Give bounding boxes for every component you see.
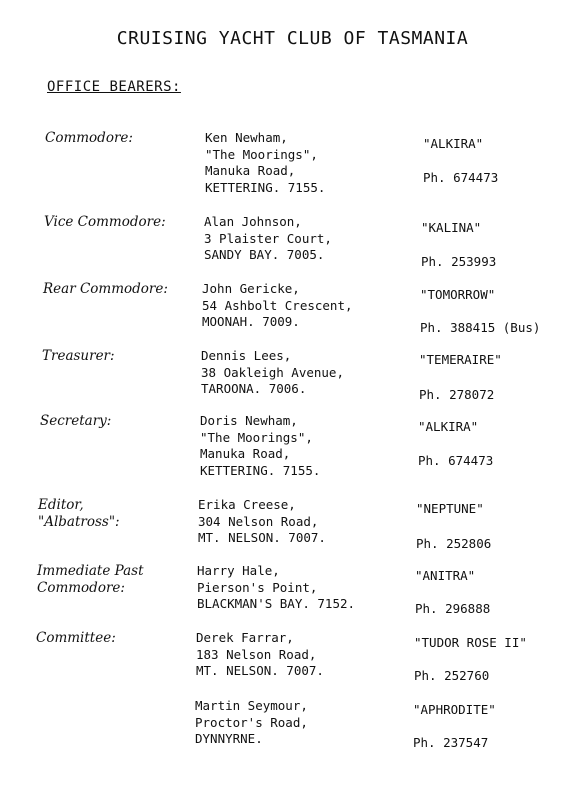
- address-line: 304 Nelson Road,: [198, 513, 319, 529]
- address-line: John Gericke,: [202, 281, 300, 296]
- address-line: Derek Farrar,: [196, 630, 294, 645]
- yacht-name: "TUDOR ROSE II": [414, 635, 527, 650]
- address-line: Proctor's Road,: [195, 714, 308, 730]
- address-line: MT. NELSON. 7007.: [196, 663, 324, 678]
- member-address: [202, 281, 353, 331]
- address-line: Alan Johnson,: [204, 214, 302, 229]
- address-line: KETTERING. 7155.: [205, 179, 326, 195]
- phone-number: Ph. 278072: [419, 387, 495, 402]
- yacht-name: "NEPTUNE": [416, 501, 484, 516]
- member-address: [200, 413, 320, 479]
- address-line: Dennis Lees,: [201, 348, 292, 363]
- address-line: DYNNYRNE.: [195, 731, 263, 746]
- address-line: Manuka Road,: [200, 446, 291, 461]
- address-line: "The Moorings",: [200, 429, 313, 445]
- address-line: Harry Hale,: [197, 563, 280, 578]
- yacht-name: "KALINA": [421, 220, 482, 235]
- yacht-name: "ALKIRA": [418, 419, 479, 434]
- phone-number: Ph. 674473: [423, 170, 499, 185]
- address-line: 183 Nelson Road,: [196, 646, 317, 662]
- phone-number: Ph. 388415 (Bus): [420, 320, 541, 335]
- member-address: [196, 630, 324, 680]
- office-role: Commodore:: [45, 130, 133, 146]
- address-line: TAROONA. 7006.: [201, 381, 307, 396]
- member-address: [197, 563, 355, 613]
- address-line: Doris Newham,: [200, 413, 298, 428]
- yacht-name: "TEMERAIRE": [419, 352, 502, 367]
- yacht-name: "ALKIRA": [423, 136, 484, 151]
- address-line: Erika Creese,: [198, 497, 296, 512]
- address-line: "The Moorings",: [205, 146, 318, 162]
- member-address: [201, 348, 344, 398]
- document-title: CRUISING YACHT CLUB OF TASMANIA: [116, 28, 469, 49]
- office-role: Committee:: [36, 630, 116, 646]
- address-line: MOONAH. 7009.: [202, 314, 300, 329]
- address-line: MT. NELSON. 7007.: [198, 530, 326, 545]
- phone-number: Ph. 252760: [414, 668, 490, 683]
- section-heading: OFFICE BEARERS:: [47, 79, 181, 95]
- office-role: Vice Commodore:: [44, 214, 166, 230]
- office-role: Rear Commodore:: [43, 281, 168, 297]
- office-role: Treasurer:: [42, 348, 115, 364]
- address-line: Ken Newham,: [205, 130, 288, 145]
- address-line: Martin Seymour,: [195, 698, 308, 713]
- member-address: [195, 698, 308, 748]
- address-line: Manuka Road,: [205, 163, 296, 178]
- office-role: Secretary:: [40, 413, 112, 429]
- address-line: Pierson's Point,: [197, 579, 318, 595]
- office-role: Immediate Past Commodore:: [37, 563, 144, 596]
- office-role: Editor, "Albatross":: [38, 497, 120, 530]
- yacht-name: "ANITRA": [415, 568, 476, 583]
- phone-number: Ph. 296888: [415, 601, 491, 616]
- phone-number: Ph. 237547: [413, 735, 489, 750]
- address-line: SANDY BAY. 7005.: [204, 247, 325, 262]
- address-line: BLACKMAN'S BAY. 7152.: [197, 596, 356, 611]
- yacht-name: "APHRODITE": [413, 702, 496, 717]
- member-address: [198, 497, 326, 547]
- address-line: 54 Ashbolt Crescent,: [202, 297, 353, 313]
- address-line: 38 Oakleigh Avenue,: [201, 364, 344, 380]
- member-address: [205, 130, 325, 196]
- phone-number: Ph. 253993: [421, 254, 497, 269]
- address-line: KETTERING. 7155.: [200, 462, 321, 478]
- address-line: 3 Plaister Court,: [204, 230, 332, 246]
- phone-number: Ph. 252806: [416, 536, 492, 551]
- yacht-name: "TOMORROW": [420, 287, 496, 302]
- member-address: [204, 214, 332, 264]
- phone-number: Ph. 674473: [418, 453, 494, 468]
